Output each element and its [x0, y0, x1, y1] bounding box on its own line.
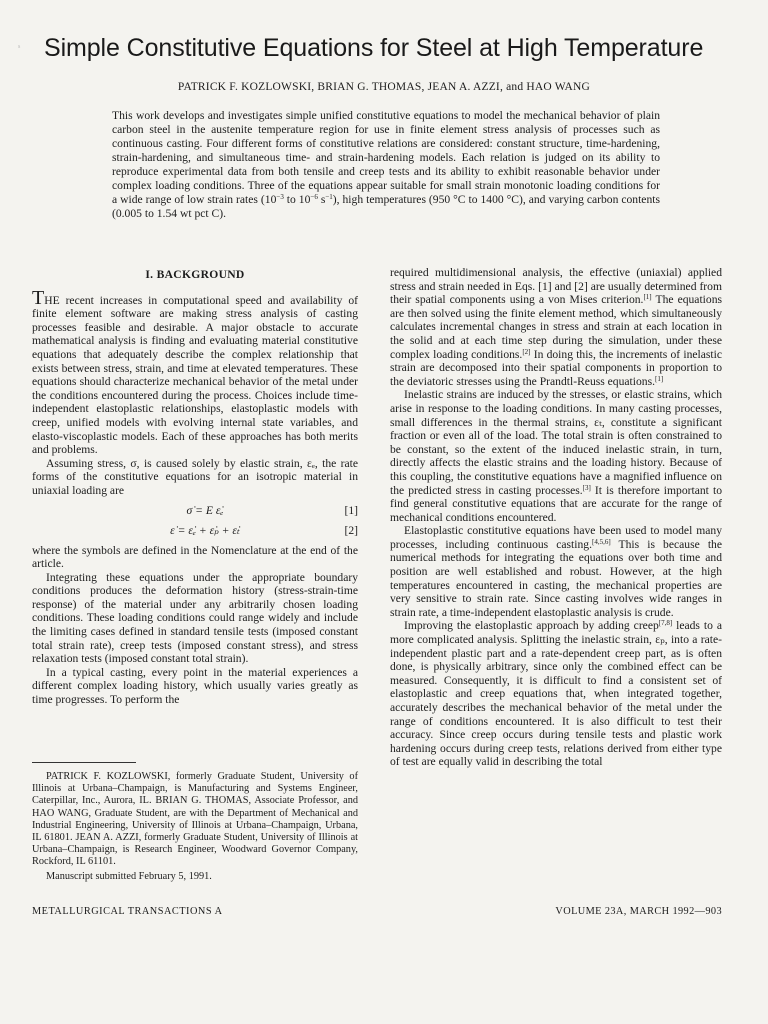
author-list: PATRICK F. KOZLOWSKI, BRIAN G. THOMAS, JEAN A. AZZI, and HAO WANG — [177, 81, 591, 93]
paragraph — [390, 266, 722, 388]
abstract-exponent: −3 — [276, 193, 284, 201]
abstract-text-mid: to 10 — [283, 193, 311, 206]
abstract-exponent: −1 — [325, 193, 333, 201]
paragraph-text: The equations are then solved using the finite element method, which simultaneously calculates incremental changes in stress and strain at each location in the solid and at each time step during the simulation, under these complex loading conditions. — [390, 293, 723, 361]
equation-number: [2] — [344, 523, 358, 537]
paragraph-text: It is therefore important to find general constitutive equations that are accurate for the range of mechanical conditions encountered. — [390, 483, 722, 524]
paragraph: Integrating these equations under the appropriate boundary conditions produces the deformation history (stress-strain-time response) of the material under any arbitrarily chosen loading conditions. These loading conditions could range widely and include the limiting cases defined in standard tensile tests (imposed constant total strain rate), creep tests (imposed constant stress), and stress relaxation tests (imposed constant total strain). — [32, 570, 358, 666]
citation-ref: [1] — [655, 374, 664, 383]
article-title: Simple Constitutive Equations for Steel at High Temperature — [44, 34, 704, 62]
citation-ref: [1] — [643, 293, 652, 302]
drop-cap: T — [32, 286, 45, 309]
citation-ref: [7,8] — [658, 619, 673, 628]
paragraph-text: Inelastic strains are induced by the stresses, or elastic strains, which arise in response to the loading conditions. In many casting processes, small differences in the thermal strains, εₜ, constitute a significant fraction or even all of the load. The total strain is often constrained to be constant, so the extent of the induced inelastic strain, in turn, directly affects the elastic strains and the loading history. Because of this coupling, the constitutive equations have a magnified influence on the predicted stress in casting processes. — [390, 388, 722, 497]
abstract-unit: s — [317, 193, 326, 206]
abstract — [112, 109, 660, 221]
abstract-text-tail: ), high temperatures (950 °C to 1400 °C), and varying carbon contents (0.005 to 1.54 wt pct C). — [112, 193, 660, 220]
paragraph-text: In doing this, the increments of inelastic strain are decomposed into their spatial components in proportion to the deviatoric stresses using the Prandtl-Reuss equations. — [390, 347, 722, 388]
equation-number: [1] — [344, 503, 358, 517]
paragraph-text: required multidimensional analysis, the effective (uniaxial) applied stress and strain needed in Eqs. [1] and [2] are usually determined from their spatial components using a von Mises criterion. — [390, 266, 722, 307]
equation-expression: σ̇ = E ε̇ₑ — [186, 503, 224, 517]
paragraph-text: Elastoplastic constitutive equations have been used to model many processes, including continuous casting. — [390, 524, 722, 551]
submission-date: Manuscript submitted February 5, 1991. — [46, 870, 212, 882]
paragraph-text: Improving the elastoplastic approach by adding creep — [404, 619, 659, 633]
author-affiliations: PATRICK F. KOZLOWSKI, formerly Graduate Student, University of Illinois at Urbana–Champaign, is Manufacturing and Systems Engineer, Caterpillar, Inc., Aurora, IL. BRIAN G. THOMAS, Associate Professor, and HAO WANG, Graduate Student, are with the Department of Mechanical and Industrial Engineering, University of Illinois at Urbana–Champaign, Urbana, IL 61801. JEAN A. AZZI, formerly Graduate Student, University of Illinois at Urbana–Champaign, is Research Engineer, Woodward Governor Company, Rockford, IL 61101. — [32, 771, 358, 868]
equation-2 — [32, 524, 358, 544]
paragraph: In a typical casting, every point in the material experiences a different complex loading history, which usually varies greatly as time progresses. To perform the — [32, 665, 358, 707]
paragraph — [32, 286, 358, 457]
footnote — [32, 771, 358, 883]
footnote-divider — [32, 762, 136, 763]
right-column — [390, 266, 722, 769]
volume-page-number: VOLUME 23A, MARCH 1992—903 — [555, 906, 722, 917]
paragraph-text: This is because the numerical methods for integrating the equations over both time and position are well established and robust. However, at the high temperatures encountered in casting, the mechanical properties are very sensitive to strain rate. Since casting involves wide ranges in strain rate, a time-independent elastoplastic analysis is crude. — [390, 537, 722, 619]
paragraph-text: HE recent increases in computational speed and availability of finite element software are making stress analysis of casting processes feasible and desirable. A major obstacle to accurate mathematical analysis is finding and evaluating material constitutive equations that adequately describe the complex relationship that exists between stress, strain, and time at elevated temperatures. These equations should characterize mechanical behavior of the metal under the conditions encountered during the process. Choices include time-independent elastoplastic relationships, elastoplastic models with creep, unified models with evolving internal state variables, and elasto-viscoplastic models. Each of these approaches has both merits and problems. — [32, 293, 358, 457]
abstract-text: This work develops and investigates simple unified constitutive equations to model the mechanical behavior of plain carbon steel in the austenite temperature region for use in finite element stress analysis of processes such as continuous casting. Four different forms of constitutive relations are considered: constant structure, time-hardening, strain-hardening, and simultaneous time- and strain-hardening models. Each relation is judged on its ability to reproduce experimental data from both tensile and creep tests and its ability to exhibit reasonable behavior under complex loading conditions. Three of the equations appear suitable for small strain monotonic loading conditions for a wide range of low strain rates (10 — [112, 109, 660, 206]
section-heading: I. BACKGROUND — [145, 268, 245, 281]
paragraph: where the symbols are defined in the Nomenclature at the end of the article. — [32, 543, 358, 571]
journal-name: METALLURGICAL TRANSACTIONS A — [32, 906, 223, 917]
paragraph: Assuming stress, σ, is caused solely by elastic strain, εₑ, the rate forms of the constitutive equations for an isotropic material in uniaxial loading are — [32, 456, 358, 497]
citation-ref: [3] — [582, 483, 591, 492]
paragraph — [390, 524, 722, 619]
paragraph — [390, 388, 722, 524]
paragraph-text: leads to a more complicated analysis. Splitting the inelastic strain, εₚ, into a rate-independent plastic part and a rate-dependent creep part, as is often done, is physically arbitrary, since only the combined effect can be measured. Consequently, it is difficult to find a consistent set of elastoplastic and creep equations that, when integrated together, accurately describes the mechanical behavior of the metal under the range of conditions encountered. It is also difficult to test their accuracy. Since creep occurs during tensile tests and plastic work hardening occurs during creep tests, relations derived from either type of test are equally valid in describing the total — [390, 619, 722, 769]
left-column — [32, 268, 358, 707]
corner-mark: s — [18, 44, 21, 50]
paragraph — [390, 619, 722, 769]
equation-1 — [32, 504, 358, 524]
equation-expression: ε̇ = ε̇ₑ + ε̇ₚ + ε̇ₜ — [170, 523, 240, 537]
citation-ref: [4,5,6] — [592, 537, 611, 546]
abstract-exponent: −6 — [310, 193, 318, 201]
citation-ref: [2] — [522, 347, 531, 356]
